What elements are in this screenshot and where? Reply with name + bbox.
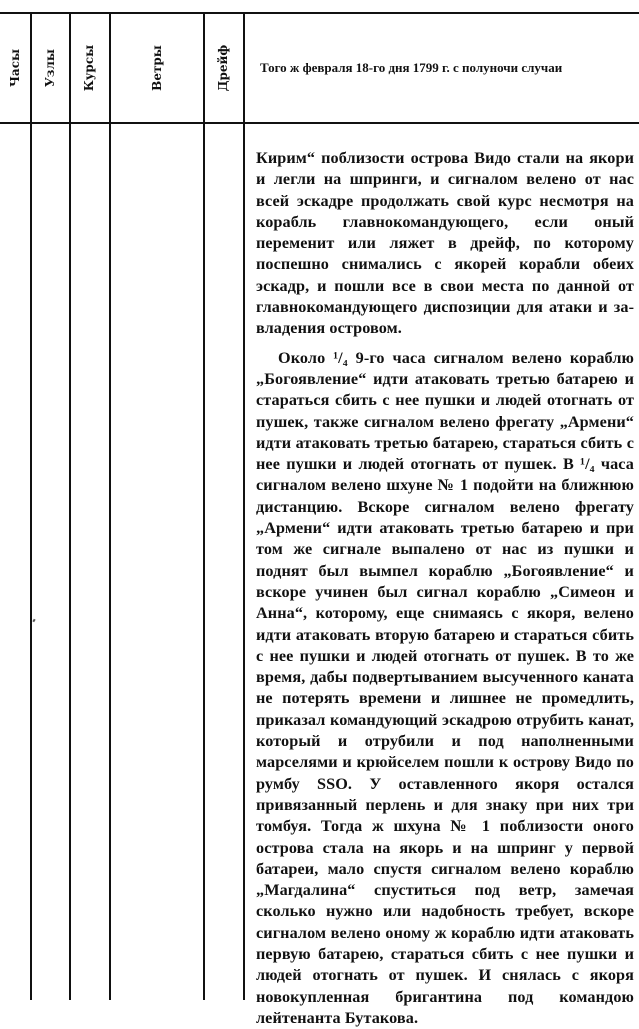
column-label: Курсы — [82, 44, 97, 92]
log-entry-text — [256, 148, 634, 1029]
column-header-winds — [110, 14, 203, 122]
column-label: Часы — [8, 48, 23, 88]
header-rule — [0, 122, 639, 124]
column-header-courses — [70, 14, 109, 122]
column-header-drift — [204, 14, 243, 122]
column-divider — [243, 12, 245, 1000]
column-label: Дрейф — [216, 44, 231, 92]
column-label: Ветры — [149, 45, 164, 91]
paragraph: Около ¹/₄ 9-го часа сигналом велено кораблю „Богоявление“ идти атаковать третью батарею и стараться сбить с нее пушки и людей отогнать от пушек, также сигналом велено фрегату „Армени“ идти атаковать третью батарею, стараться сбить с нее пушки и людей отогнать от пушек. В ¹/₄ часа сигналом велено шхуне № 1 подойти на ближнюю дистанцию. Вскоре сигналом велено фрегату „Армени“ идти атаковать третью батарею и при том же сигнале выпалено от нас из пушки и поднят был вымпел кораблю „Богоявление“ и вскоре учинен был сигнал кораблю „Симеон и Анна“, которому, еще снимаясь с якоря, велено идти атаковать вторую батарею и стараться сбить с нее пушки и людей отогнать от пушек. В то же время, дабы подвертыванием высученного каната не потерять времени и лишнее не промедлить, приказал командующий эскадрою отрубить канат, который и отрубили и под наполненными марселями и крюйселем пошли к острову Видо по румбу SSO. У оставленного якоря остался привязанный перлень и для знаку при них три томбуя. Тогда ж шхуна № 1 поблизости оного острова стала на якорь и на шпринг у первой батареи, мало спустя сигналом велено кораблю „Магдалина“ спуститься под ветр, замечая сколько нужно или надобность требует, вскоре сигналом велено оному ж кораблю идти атаковать первую батарею, стараться сбить с нее пушки и людей отогнать от пушек. И снялась с якоря новокупленная бригантина под командою лейтенанта Бутакова. — [256, 348, 634, 1027]
column-header-knots — [31, 14, 69, 122]
column-divider — [69, 12, 71, 1000]
column-header-events: Того ж февраля 18-го дня 1799 г. с полуночи случаи — [260, 60, 563, 75]
column-label: Узлы — [42, 49, 57, 87]
column-header-hours — [0, 14, 30, 122]
column-divider — [203, 12, 205, 1000]
column-divider — [30, 12, 32, 1000]
column-divider — [109, 12, 111, 1000]
print-speck — [32, 619, 35, 623]
paragraph: Кирим“ поблизости острова Видо стали на якори и легли на шпринги, и сигналом велено от нас всей эскадре продолжать свой курс несмотря на корабль главнокомандующего, если оный переменит или ляжет в дрейф, по которому поспешно снимались с якорей корабли обеих эскадр, и пошли все в свои места по данной от главнокомандующего диспозиции для атаки и завладения островом. — [256, 149, 634, 338]
